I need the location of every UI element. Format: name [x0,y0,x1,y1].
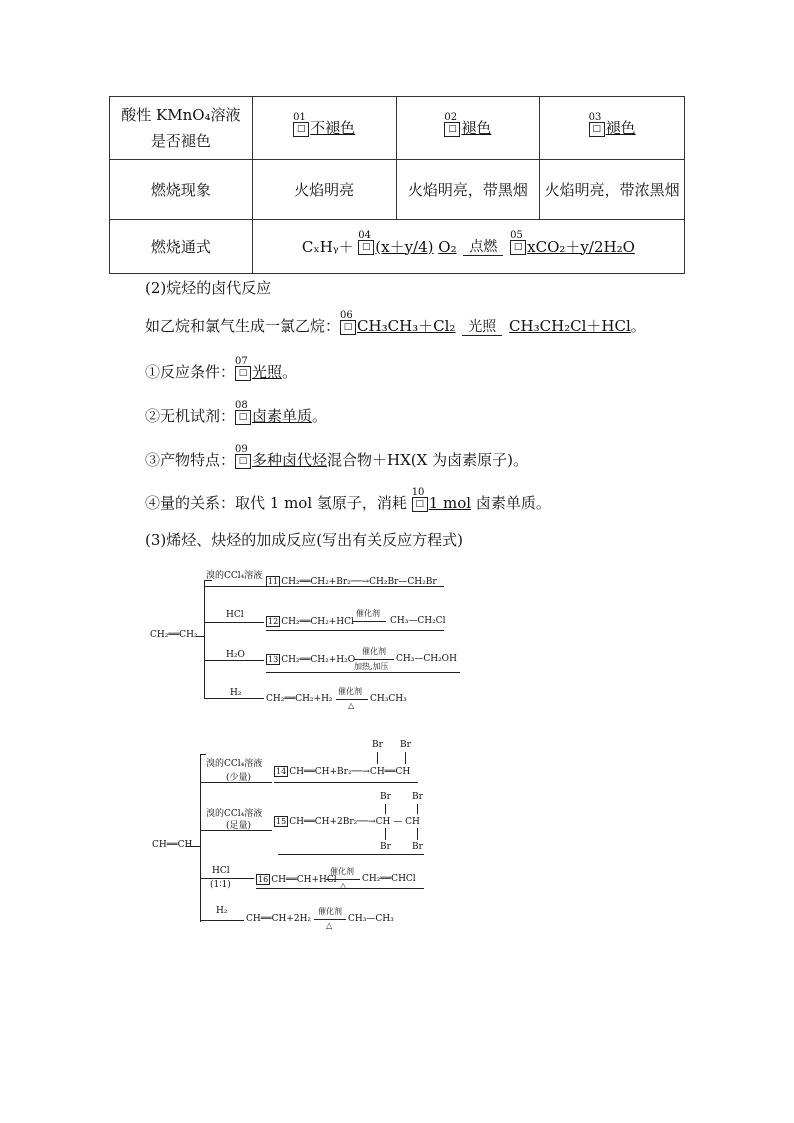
substituent: Br [412,792,423,802]
answer-marker: 07 □ [235,366,251,381]
root-label: CH₂══CH₂ [150,630,198,640]
list-item: ①反应条件： 07 □ 光照。 [145,355,298,381]
reagent-label: (1∶1) [210,880,231,890]
reagent-label: H₂O [226,650,245,660]
reaction-condition: △ [348,701,355,710]
row-label: 燃烧现象 [110,160,253,220]
properties-table [109,96,685,274]
reagent-label: (少量) [226,773,252,783]
reagent-label: H₂ [230,688,242,698]
cell: 火焰明亮，带浓黑烟 [540,160,685,220]
root-label: CH══CH [152,840,193,850]
substituent: Br [400,740,411,750]
equation: CH₂══CH₂+H₂ [266,694,333,704]
table-row [110,97,685,160]
answer-marker: 02 □ [444,122,460,137]
reagent-label: HCl [226,610,244,620]
answer-marker: 04 □ [358,240,374,255]
row-label: 酸性 KMnO₄溶液是否褪色 [110,97,253,160]
product: CH₃—CH₂Cl [390,616,446,626]
row-label: 燃烧通式 [110,220,253,274]
equation: CH══CH+2H₂ [246,914,312,924]
ethylene-reaction-diagram [150,566,470,716]
reaction-condition: △ [340,881,347,890]
product: CH₃CH₃ [370,694,407,704]
answer-marker: 03 □ [589,122,605,137]
reaction-condition: 点燃 [461,239,505,256]
equation: 16 CH══CH+HCl [258,875,337,885]
section-title: (3)烯烃、炔烃的加成反应(写出有关反应方程式) [145,531,463,549]
acetylene-reaction-diagram [150,736,470,936]
substituent: Br [372,740,383,750]
reaction-condition: 光照 [460,319,504,336]
reaction-condition: 催化剂 [318,907,342,916]
answer-marker: 08 □ [235,410,251,425]
section-title: (2)烷烃的卤代反应 [145,279,272,297]
formula-cell: CₓHᵧ＋ 04 □ (x＋y/4) O₂ 点燃 05 □ xCO₂＋y/2H₂O [252,220,684,274]
reagent-label: 溴的CCl₄溶液 [206,759,263,769]
answer-marker: 05 □ [510,240,526,255]
reaction-condition: 加热,加压 [354,662,389,671]
cell: 火焰明亮，带黑烟 [396,160,540,220]
equation: 12 CH₂══CH₂+HCl [268,617,354,627]
table-row [110,220,685,274]
reaction-condition: 催化剂 [356,609,380,618]
reaction-condition: △ [326,921,333,930]
equation: 11 CH₂══CH₂+Br₂──→CH₂Br—CH₂Br [268,577,437,587]
answer-marker: 10 □ [412,497,428,512]
reagent-label: H₂ [216,906,228,916]
list-item: ③产物特点： 09 □ 多种卤代烃混合物＋HX(X 为卤素原子)。 [145,443,528,469]
answer-marker: 01 □ [293,122,309,137]
equation: 15 CH══CH+2Br₂──→CH — CH [276,817,420,827]
substituent: Br [380,792,391,802]
answer-cell: 02 □ 褪色 [396,97,540,160]
list-item: ②无机试剂： 08 □ 卤素单质。 [145,399,328,425]
reagent-label: (足量) [226,821,252,831]
reagent-label: 溴的CCl₄溶液 [206,809,263,819]
product: CH₃—CH₂OH [396,654,457,664]
product: CH₃—CH₃ [348,914,394,924]
table-row [110,160,685,220]
paragraph: 如乙烷和氯气生成一氯乙烷： 06 □ CH₃CH₃＋Cl₂ 光照 CH₃CH₂Cl＋HCl。 [145,309,646,335]
substituent: Br [412,842,423,852]
substituent: Br [380,842,391,852]
product: CH₂══CHCl [362,874,416,884]
reagent-label: 溴的CCl₄溶液 [206,571,263,581]
equation: 13 CH₂══CH₂+H₂O [268,655,356,665]
answer-cell: 01 □ 不褪色 [252,97,396,160]
answer-marker: 09 □ [235,454,251,469]
answer-marker: 06 □ [340,320,356,335]
list-item: ④量的关系：取代 1 mol 氢原子，消耗 10 □ 1 mol 卤素单质。 [145,486,551,512]
reaction-condition: 催化剂 [338,687,362,696]
reaction-condition: 催化剂 [330,867,354,876]
reagent-label: HCl [212,866,230,876]
answer-cell: 03 □ 褪色 [540,97,685,160]
reaction-condition: 催化剂 [362,647,386,656]
cell: 火焰明亮 [252,160,396,220]
equation: 14 CH══CH+Br₂──→CH══CH [276,767,411,777]
